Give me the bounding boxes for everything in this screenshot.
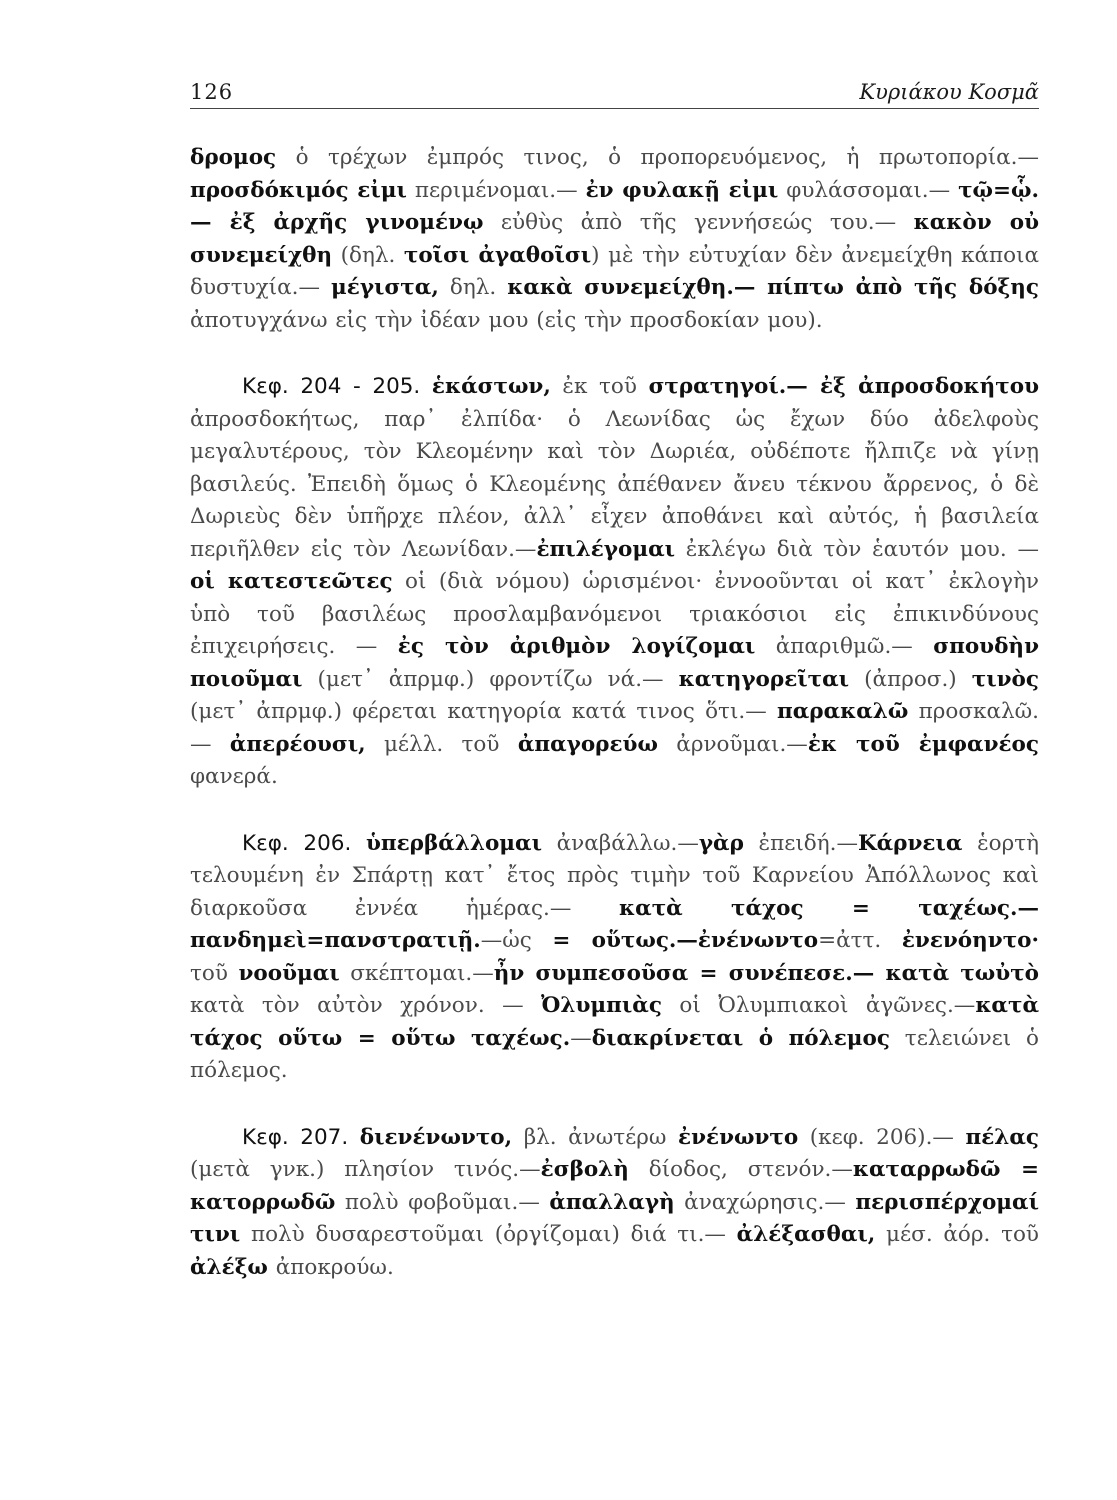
gloss-text: (δηλ.	[332, 242, 404, 268]
gloss-text: μέσ. ἀόρ. τοῦ	[875, 1222, 1039, 1247]
lemma-term: κατὰ τάχος = ταχέως.— πανδημεὶ=πανστρατιῇ.	[190, 895, 1040, 953]
paragraph-chapter-207	[190, 1122, 1039, 1285]
gloss-text: μέλλ. τοῦ	[365, 731, 518, 757]
lemma-term: = οὕτως.—ἐνένωντο	[552, 928, 819, 953]
lemma-term: Κάρνεια	[857, 830, 963, 856]
chapter-heading: Κεφ. 204 - 205.	[242, 374, 421, 399]
lemma-term: ἐνενόηντο·	[901, 928, 1039, 953]
gloss-text	[351, 831, 366, 856]
gloss-text: ἀποκρούω.	[267, 1254, 394, 1280]
lemma-term: ἐν φυλακῇ εἰμι	[585, 177, 779, 203]
gloss-text: ἀποτυγχάνω εἰς τὴν ἰδέαν μου (εἰς τὴν προσδοκίαν μου).	[190, 307, 823, 333]
lemma-term: νοοῦμαι	[238, 960, 340, 986]
gloss-text: ἀρνοῦμαι.—	[657, 731, 808, 757]
lemma-term: προσδόκιμός εἰμι	[190, 177, 407, 203]
lemma-term: ἐσβολὴ	[540, 1157, 629, 1182]
lemma-term: ἀλέξω	[190, 1254, 268, 1280]
lemma-term: σπουδὴν ποιοῦμαι	[190, 634, 1039, 692]
lemma-term: ὑπερβάλλομαι	[365, 830, 542, 856]
lemma-term: κακὸν οὐ συνεμείχθη	[190, 210, 1039, 268]
gloss-text: ἀπαριθμῶ.—	[755, 634, 934, 659]
lemma-term: ἀπαγορεύω	[517, 731, 658, 757]
gloss-text: εὐθὺς ἀπὸ τῆς γεννήσεώς του.—	[483, 210, 914, 235]
page-header	[190, 78, 1039, 109]
gloss-text: φανερά.	[190, 764, 278, 789]
gloss-text: πολὺ φοβοῦμαι.—	[335, 1189, 550, 1215]
gloss-text: τοῦ	[190, 960, 239, 986]
lemma-term: διακρίνεται ὁ πόλεμος	[591, 1025, 890, 1051]
lemma-term: διενένωντο,	[359, 1124, 513, 1150]
lemma-term: στρατηγοί.— ἐξ ἀπροσδοκήτου	[648, 374, 1040, 399]
gloss-text: ἐκλέγω διὰ τὸν ἑαυτόν μου. —	[675, 536, 1039, 562]
gloss-text: (κεφ. 206).—	[798, 1124, 966, 1150]
paragraph-intro	[190, 142, 1039, 337]
lemma-term: πέλας	[965, 1124, 1039, 1150]
lemma-term: ἀπαλλαγὴ	[549, 1189, 675, 1215]
gloss-text: οἱ (διὰ νόμου) ὡρισμένοι· ἐννοοῦνται οἱ κατ᾽ ἐκλογὴν ὑπὸ τοῦ βασιλέως προσλαμβανόμενοι τριακόσιοι εἰς ἐπικινδύνους ἐπιχειρήσεις. —	[190, 569, 1039, 659]
gloss-text: ἀναβάλλω.—	[541, 830, 699, 856]
gloss-text: ἀπροσδοκήτως, παρ᾽ ἐλπίδα· ὁ Λεωνίδας ὡς ἔχων δύο ἀδελφοὺς μεγαλυτέρους, τὸν Κλεομένην καὶ τὸν Δωριέα, οὐδέποτε ἤλπιζε νὰ γίνῃ βασιλεύς. Ἐπειδὴ ὅμως ὁ Κλεομένης ἀπέθανεν ἄνευ τέκνου ἄρρενος, ὁ δὲ Δωριεὺς δὲν ὑπῆρχε πλέον, ἀλλ᾽ εἶχεν ἀποθάνει καὶ αὐτός, ἡ βασιλεία περιῆλθεν εἰς τὸν Λεωνίδαν.—	[190, 406, 1039, 562]
lemma-term: τινὸς	[971, 666, 1039, 692]
gloss-text: κατὰ τὸν αὐτὸν χρόνον. —	[190, 993, 542, 1018]
gloss-text: —ὡς	[480, 928, 553, 953]
lemma-term: μέγιστα,	[331, 275, 439, 300]
gloss-text: ὁ τρέχων ἐμπρός τινος, ὁ προπορευόμενος, ἡ πρωτοπορία.—	[276, 145, 1039, 170]
chapter-heading: Κεφ. 206.	[242, 830, 352, 856]
gloss-text: προσκαλῶ.—	[190, 699, 1039, 757]
paragraph-chapter-204-205	[190, 371, 1039, 794]
lemma-term: ἑκάστων,	[431, 374, 551, 399]
gloss-text: —	[570, 1025, 592, 1051]
chapter-heading: Κεφ. 207.	[242, 1124, 349, 1150]
lemma-term: ἦν συμπεσοῦσα = συνέπεσε.— κατὰ τωὐτὸ	[493, 960, 1039, 986]
lemma-term: ἐς τὸν ἀριθμὸν λογίζομαι	[397, 634, 756, 659]
page-number: 126	[190, 80, 234, 104]
lemma-term: κατὰ τάχος οὕτω = οὕτω ταχέως.	[190, 993, 1039, 1051]
gloss-text: οἱ Ὀλυμπιακοὶ ἀγῶνες.—	[661, 993, 976, 1018]
lemma-term: κακὰ συνεμείχθη.— πίπτω ἀπὸ τῆς δόξης	[507, 275, 1039, 300]
lemma-term: ἀπερέουσι,	[229, 731, 366, 757]
lemma-term: ἀλέξασθαι,	[736, 1222, 876, 1247]
gloss-text: δηλ.	[438, 275, 508, 300]
gloss-text: (μετ᾽ ἀπρμφ.) φέρεται κατηγορία κατά τινος ὅτι.—	[190, 699, 777, 724]
gloss-text: ) μὲ τὴν εὐτυχίαν δὲν ἀνεμείχθη κάποια δυστυχία.—	[190, 242, 1040, 300]
lemma-term: περισπέρχομαί τινι	[190, 1189, 1039, 1247]
gloss-text: πολὺ δυσαρεστοῦμαι (ὀργίζομαι) διά τι.—	[240, 1222, 737, 1247]
gloss-text: τελειώνει ὁ πόλεμος.	[190, 1025, 1039, 1083]
gloss-text: (ἀπροσ.)	[849, 666, 972, 692]
lemma-term: τῷ=ᾧ.— ἐξ ἀρχῆς γινομένῳ	[190, 177, 1040, 235]
lemma-term: τοῖσι ἀγαθοῖσι	[403, 242, 592, 268]
lemma-term: οἱ κατεστεῶτες	[190, 569, 393, 594]
gloss-text: φυλάσσομαι.—	[778, 177, 959, 203]
lemma-term: κατηγορεῖται	[678, 666, 850, 692]
gloss-text	[420, 374, 432, 399]
gloss-text	[348, 1125, 360, 1150]
gloss-text: σκέπτομαι.—	[339, 960, 494, 986]
gloss-text: (μετ᾽ ἀπρμφ.) φροντίζω νά.—	[302, 666, 679, 692]
lemma-term: ἐπιλέγομαι	[536, 536, 676, 562]
lemma-term: Ὀλυμπιὰς	[541, 993, 662, 1018]
gloss-text: ἐπειδή.—	[743, 830, 858, 856]
commentary-text	[190, 142, 1039, 1284]
gloss-text: δίοδος, στενόν.—	[628, 1157, 853, 1182]
gloss-text: περιμένομαι.—	[406, 177, 586, 203]
gloss-text: ἑορτὴ τελουμένη ἐν Σπάρτῃ κατ᾽ ἔτος πρὸς τιμὴν τοῦ Καρνείου Ἀπόλλωνος καὶ διαρκοῦσα ἐννέα ἡμέρας.—	[190, 830, 1039, 921]
gloss-text: ἀναχώρησις.—	[674, 1189, 856, 1215]
gloss-text: =ἀττ.	[818, 928, 902, 953]
lemma-term: δρομος	[190, 145, 277, 170]
lemma-term: καταρρωδῶ = κατορρωδῶ	[190, 1157, 1039, 1215]
lemma-term: ἐκ τοῦ ἐμφανέος	[807, 731, 1039, 757]
gloss-text: βλ. ἀνωτέρω	[512, 1124, 679, 1150]
lemma-term: ἐνένωντο	[678, 1124, 799, 1150]
paragraph-chapter-206	[190, 828, 1039, 1088]
gloss-text: ἐκ τοῦ	[550, 374, 649, 399]
lemma-term: παρακαλῶ	[777, 699, 909, 724]
running-head: Κυριάκου Κοσμᾶ	[859, 80, 1039, 104]
lemma-term: γὰρ	[698, 830, 744, 856]
gloss-text: (μετὰ γνκ.) πλησίον τινός.—	[190, 1157, 541, 1182]
